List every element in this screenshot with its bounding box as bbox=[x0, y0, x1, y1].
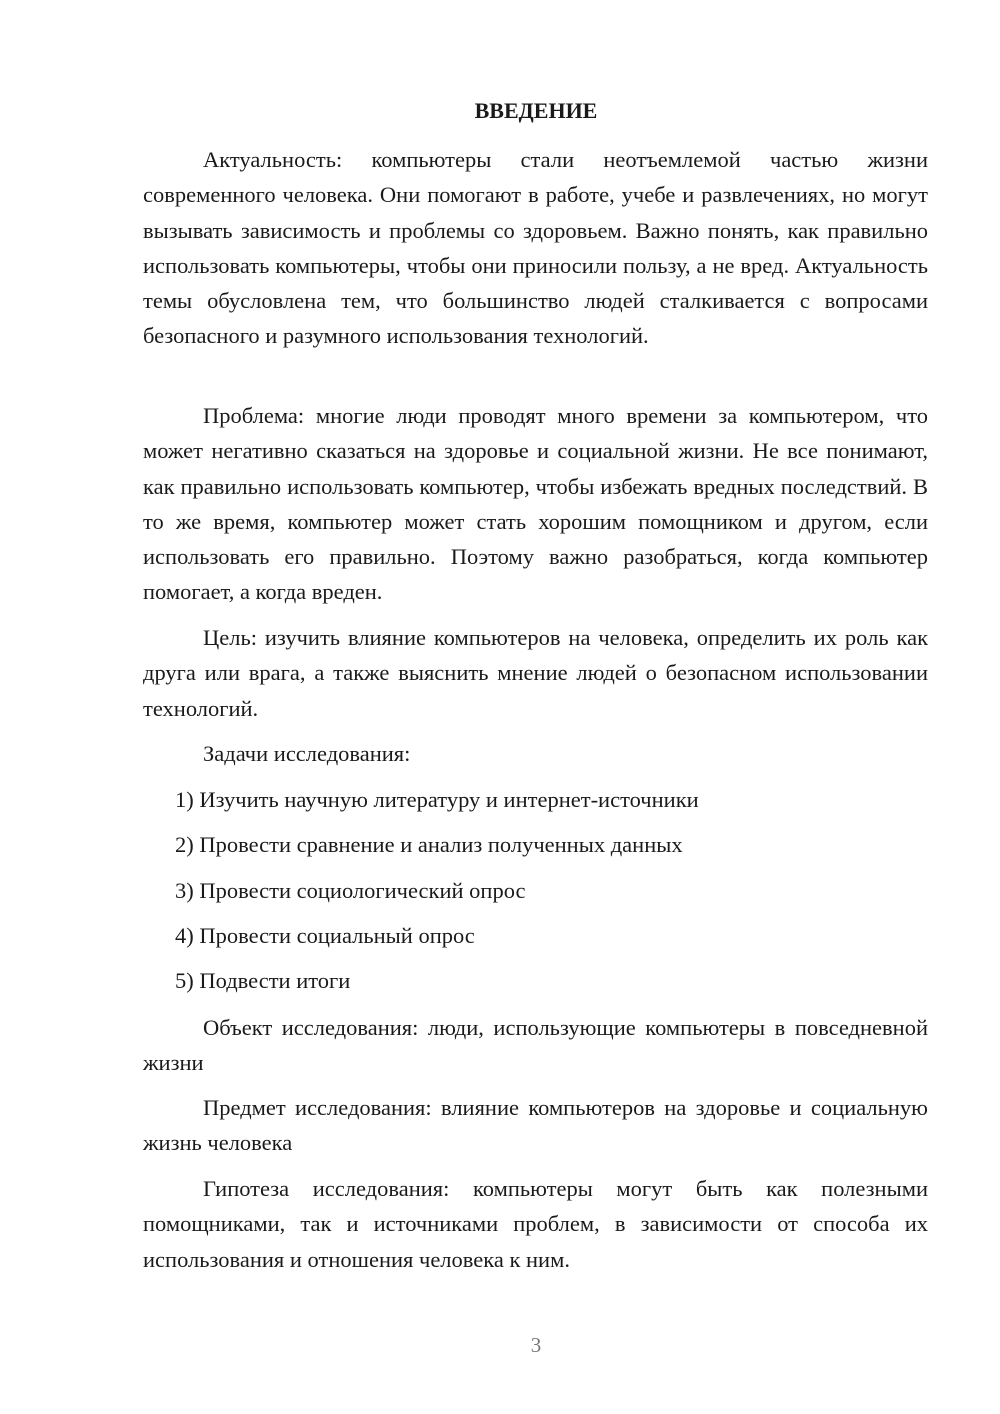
relevance-paragraph: Актуальность: компьютеры стали неотъемлемой частью жизни современного человека. Они помогают в работе, учебе и развлечениях, но могут вызывать зависимость и проблемы со здоровьем. Важно понять, как правильно использовать компьютеры, чтобы они приносили пользу, а не вред. Актуальность темы обусловлена тем, что большинство людей сталкивается с вопросами безопасного и разумного использования технологий. bbox=[143, 147, 928, 349]
page-number: 3 bbox=[530, 1333, 542, 1357]
task-item: 2) Провести сравнение и анализ полученных данных bbox=[175, 832, 683, 857]
problem-paragraph: Проблема: многие люди проводят много времени за компьютером, что может негативно сказаться на здоровье и социальной жизни. Не все понимают, как правильно использовать компьютер, чтобы избежать вредных последствий. В то же время, компьютер может стать хорошим помощником и другом, если использовать его правильно. Поэтому важно разобраться, когда компьютер помогает, а когда вреден. bbox=[143, 403, 928, 605]
task-item: 3) Провести социологический опрос bbox=[175, 878, 526, 903]
subject-paragraph: Предмет исследования: влияние компьютеров на здоровье и социальную жизнь человека bbox=[143, 1095, 928, 1156]
page-title: ВВЕДЕНИЕ bbox=[474, 98, 598, 123]
task-item: 4) Провести социальный опрос bbox=[175, 923, 475, 948]
hypothesis-paragraph: Гипотеза исследования: компьютеры могут быть как полезными помощниками, так и источниками проблем, в зависимости от способа их использования и отношения человека к ним. bbox=[143, 1176, 928, 1272]
tasks-heading: Задачи исследования: bbox=[203, 741, 411, 766]
object-paragraph: Объект исследования: люди, использующие компьютеры в повседневной жизни bbox=[143, 1015, 928, 1076]
task-item: 1) Изучить научную литературу и интернет-источники bbox=[175, 787, 699, 812]
task-item: 5) Подвести итоги bbox=[175, 968, 351, 993]
goal-paragraph: Цель: изучить влияние компьютеров на человека, определить их роль как друга или врага, а также выяснить мнение людей о безопасном использовании технологий. bbox=[143, 625, 928, 721]
